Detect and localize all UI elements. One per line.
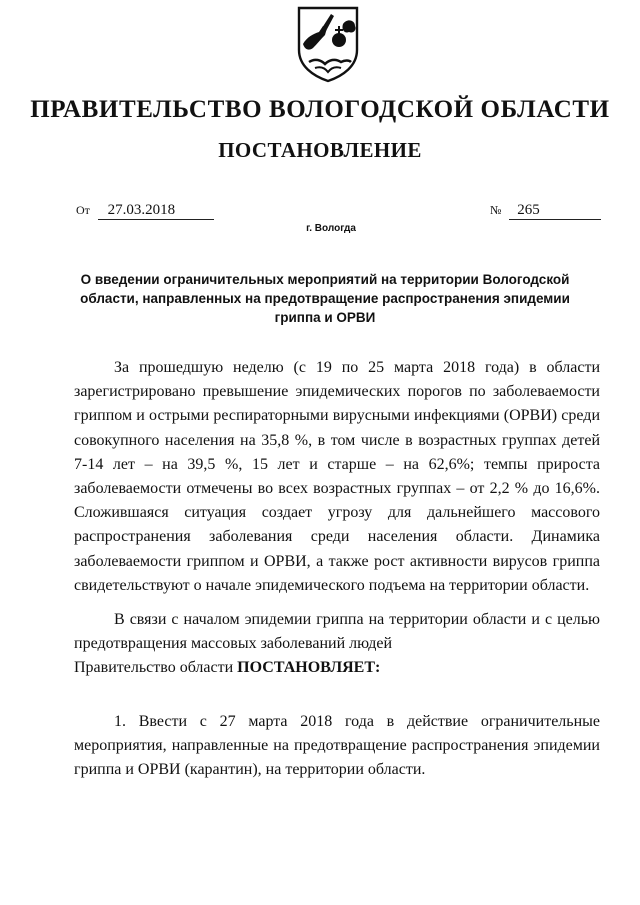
document-body xyxy=(74,356,600,782)
document-subject: О введении ограничительных мероприятий на территории Вологодской области, направленных на предотвращение распространения эпидемии гриппа и ОРВИ xyxy=(80,272,570,325)
paragraph-reason: В связи с началом эпидемии гриппа на территории области и с целью предотвращения массовых заболеваний людей xyxy=(74,611,600,653)
paragraph-item-1: 1. Ввести с 27 марта 2018 года в действие ограничительные мероприятия, направленные на предотвращение распространения эпидемии гриппа и ОРВИ (карантин), на территории области. xyxy=(74,712,600,779)
date-prefix: От xyxy=(76,203,90,217)
number-value: 265 xyxy=(509,202,601,220)
resolves-lead: Правительство области xyxy=(74,659,238,677)
city-label: г. Вологда xyxy=(306,223,356,234)
document-type: ПОСТАНОВЛЕНИЕ xyxy=(218,138,422,162)
date-value: 27.03.2018 xyxy=(98,202,214,220)
paragraph-resolves xyxy=(74,656,600,680)
paragraph-situation: За прошедшую неделю (с 19 по 25 марта 2018 года) в области зарегистрировано превышение эпидемических порогов по заболеваемости гриппом и острыми респираторными вирусными инфекциями (ОРВИ) среди совокупного населения на 35,8 %, в том числе в возрастных группах детей 7-14 лет – на 39,5 %, 15 лет и старше – на 62,6%; темпы прироста заболеваемости отмечены во всех возрастных группах – от 2,2 % до 16,6%. Сложившаяся ситуация создает угрозу для дальнейшего массового распространения заболевания среди населения области. Динамика заболеваемости гриппом и ОРВИ, а также рост активности вирусов гриппа свидетельствуют о начале эпидемического подъема на территории области. xyxy=(74,359,600,594)
coat-of-arms-icon xyxy=(295,4,361,84)
resolves-keyword: ПОСТАНОВЛЯЕТ: xyxy=(237,659,381,677)
government-title: ПРАВИТЕЛЬСТВО ВОЛОГОДСКОЙ ОБЛАСТИ xyxy=(30,96,610,123)
number-prefix: № xyxy=(490,203,502,217)
date-field xyxy=(76,202,214,220)
number-field xyxy=(490,202,601,220)
